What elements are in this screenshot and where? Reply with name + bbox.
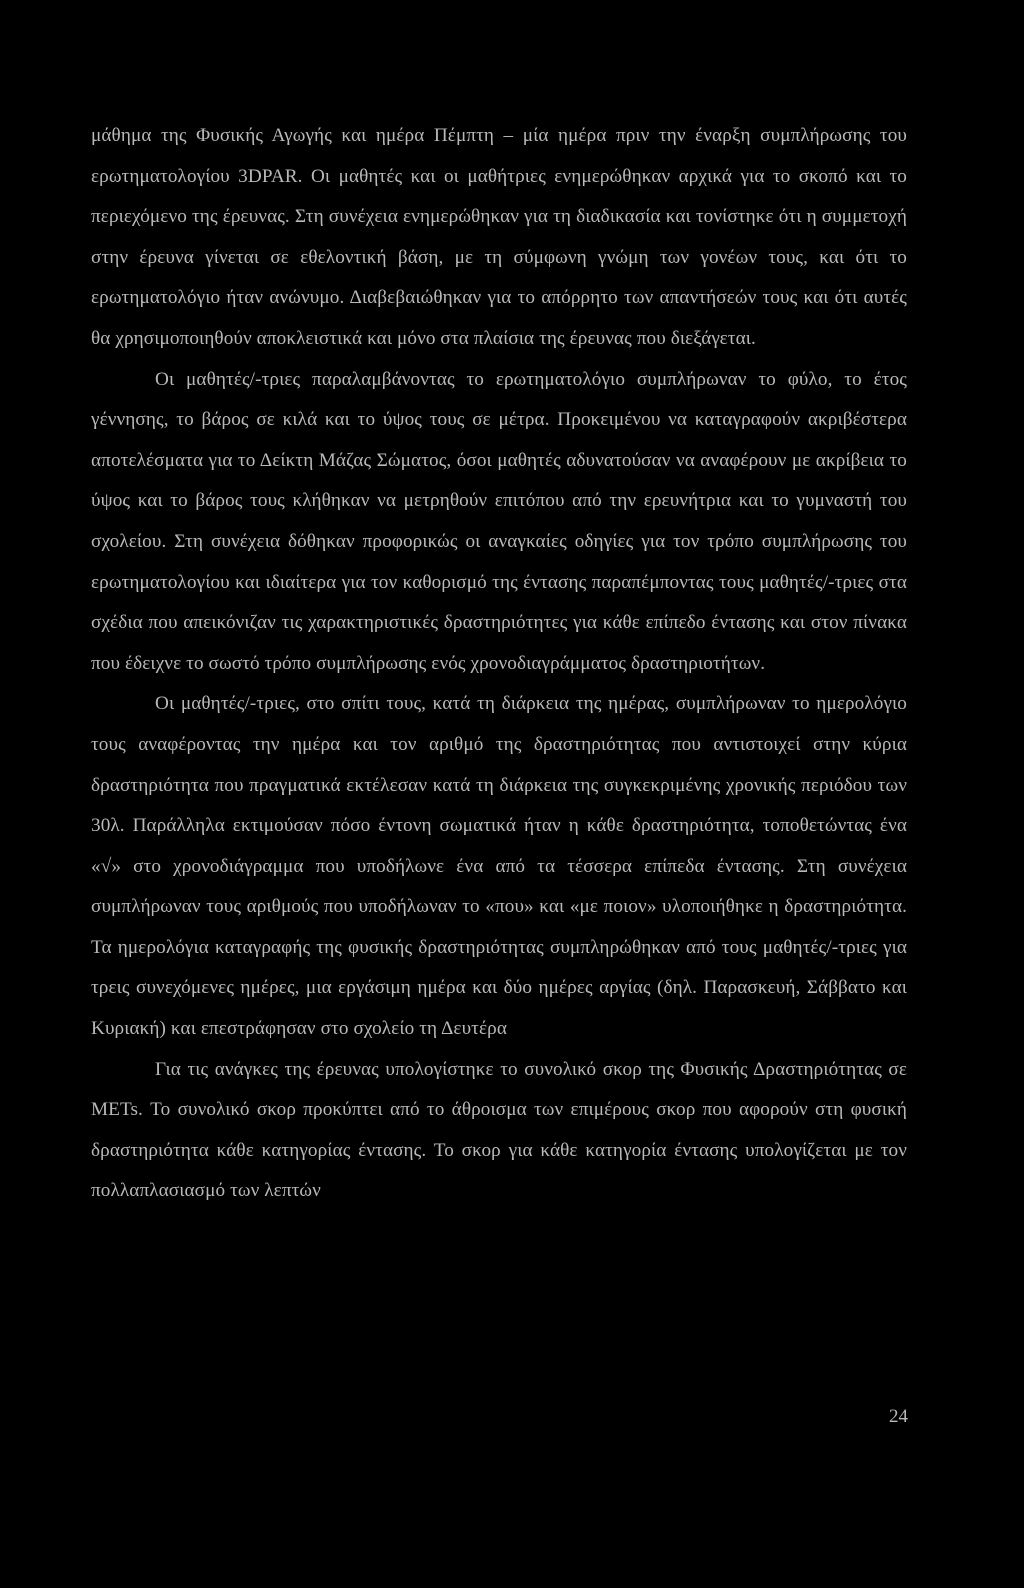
document-body	[91, 116, 907, 1212]
page-number: 24	[889, 1406, 908, 1427]
paragraph-diary-completion: Οι μαθητές/-τριες, στο σπίτι τους, κατά τη διάρκεια της ημέρας, συμπλήρωναν το ημερολόγιο τους αναφέροντας την ημέρα και τον αριθμό της δραστηριότητας που αντιστοιχεί στην κύρια δραστηριότητα που πραγματικά εκτέλεσαν κατά τη διάρκεια της συγκεκριμένης χρονικής περιόδου των 30λ. Παράλληλα εκτιμούσαν πόσο έντονη σωματικά ήταν η κάθε δραστηριότητα, τοποθετώντας ένα «√» στο χρονοδιάγραμμα που υποδήλωνε ένα από τα τέσσερα επίπεδα έντασης. Στη συνέχεια συμπλήρωναν τους αριθμούς που υποδήλωναν το «που» και «με ποιον» υλοποιήθηκε η δραστηριότητα. Τα ημερολόγια καταγραφής της φυσικής δραστηριότητας συμπληρώθηκαν από τους μαθητές/-τριες για τρεις συνεχόμενες ημέρες, μια εργάσιμη ημέρα και δύο ημέρες αργίας (δηλ. Παρασκευή, Σάββατο και Κυριακή) και επεστράφησαν στο σχολείο τη Δευτέρα	[91, 693, 907, 1040]
paragraph-continuation: μάθημα της Φυσικής Αγωγής και ημέρα Πέμπτη – μία ημέρα πριν την έναρξη συμπλήρωσης του ερωτηματολογίου 3DPAR. Οι μαθητές και οι μαθήτριες ενημερώθηκαν αρχικά για το σκοπό και το περιεχόμενο της έρευνας. Στη συνέχεια ενημερώθηκαν για τη διαδικασία και τονίστηκε ότι η συμμετοχή στην έρευνα γίνεται σε εθελοντική βάση, με τη σύμφωνη γνώμη των γονέων τους, και ότι το ερωτηματολόγιο ήταν ανώνυμο. Διαβεβαιώθηκαν για το απόρρητο των απαντήσεών τους και ότι αυτές θα χρησιμοποιηθούν αποκλειστικά και μόνο στα πλαίσια της έρευνας που διεξάγεται.	[91, 125, 907, 349]
paragraph-mets-score: Για τις ανάγκες της έρευνας υπολογίστηκε το συνολικό σκορ της Φυσικής Δραστηριότητας σε METs. Το συνολικό σκορ προκύπτει από το άθροισμα των επιμέρους σκορ που αφορούν στη φυσική δραστηριότητα κάθε κατηγορίας έντασης. Το σκορ για κάθε κατηγορία έντασης υπολογίζεται με τον πολλαπλασιασμό των λεπτών	[91, 1058, 907, 1202]
paragraph-questionnaire-instructions: Οι μαθητές/-τριες παραλαμβάνοντας το ερωτηματολόγιο συμπλήρωναν το φύλο, το έτος γέννησης, το βάρος σε κιλά και το ύψος τους σε μέτρα. Προκειμένου να καταγραφούν ακριβέστερα αποτελέσματα για το Δείκτη Μάζας Σώματος, όσοι μαθητές αδυνατούσαν να αναφέρουν με ακρίβεια το ύψος και το βάρος τους κλήθηκαν να μετρηθούν επιτόπου από την ερευνήτρια και το γυμναστή του σχολείου. Στη συνέχεια δόθηκαν προφορικώς οι αναγκαίες οδηγίες για τον τρόπο συμπλήρωσης του ερωτηματολογίου και ιδιαίτερα για τον καθορισμό της έντασης παραπέμποντας τους μαθητές/-τριες στα σχέδια που απεικόνιζαν τις χαρακτηριστικές δραστηριότητες για κάθε επίπεδο έντασης και στον πίνακα που έδειχνε το σωστό τρόπο συμπλήρωσης ενός χρονοδιαγράμματος δραστηριοτήτων.	[91, 368, 907, 674]
